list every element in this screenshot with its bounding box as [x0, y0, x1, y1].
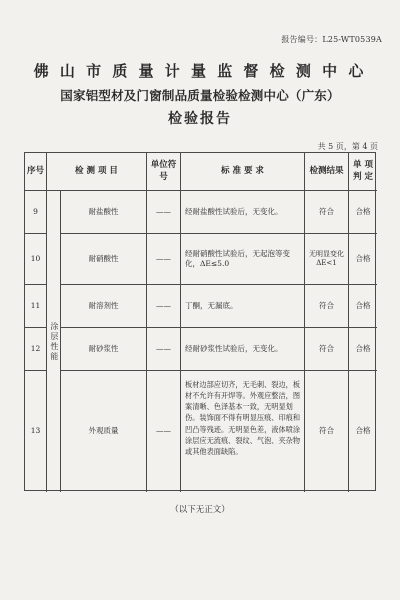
row-unit: ——	[147, 191, 181, 234]
report-number: 报告编号：L25-WT0539A	[281, 35, 382, 44]
row-judgment: 合格	[349, 191, 377, 234]
header-item: 检 测 项 目	[47, 153, 147, 191]
row-seq: 9	[25, 191, 47, 234]
report-title: 检验报告	[168, 111, 232, 127]
page-indicator: 共 5 页，第 4 页	[317, 142, 378, 151]
row-result: 符合	[305, 285, 349, 328]
row-result: 符合	[305, 328, 349, 371]
row-item: 外观质量	[61, 371, 147, 492]
row-item: 耐溶剂性	[61, 285, 147, 328]
row-requirement: 经耐盐酸性试验后，无变化。	[181, 191, 305, 234]
row-judgment: 合格	[355, 426, 371, 436]
organization-subtitle: 国家铝型材及门窗制品质量检验检测中心（广东）	[60, 88, 340, 103]
row-seq: 10	[25, 234, 47, 285]
row-item: 耐砂浆性	[61, 328, 147, 371]
row-unit: ——	[147, 234, 181, 285]
row-unit: ——	[147, 371, 181, 492]
header-judgment: 单 项判 定	[349, 153, 377, 191]
row-unit: ——	[147, 328, 181, 371]
inspection-table	[24, 152, 376, 491]
row-requirement: 经耐砂浆性试验后，无变化。	[181, 328, 305, 371]
row-judgment: 合格	[349, 328, 377, 371]
header-seq: 序号	[25, 153, 47, 191]
row-seq: 13	[25, 371, 47, 492]
row-judgment: 合格	[349, 234, 377, 285]
organization-name: 佛 山 市 质 量 计 量 监 督 检 测 中 心	[33, 62, 367, 80]
row-requirement: 板材边部应切齐，无毛刺、裂边，板材不允许有开焊等。外观应整洁，图案清晰、色泽基本一致，无明显划伤。装饰面不得有明显压痕、印痕和凹凸等残迹。无明显色差，液体喷涂涂层应无流痕、裂纹、气泡、夹杂物或其他表面缺陷。	[181, 371, 305, 492]
row-item: 耐盐酸性	[61, 191, 147, 234]
category-label: 涂层性能	[49, 321, 59, 362]
row-result: 无明显变化 ΔE<1	[305, 234, 349, 285]
row-judgment: 合格	[349, 285, 377, 328]
row-seq: 12	[25, 328, 47, 371]
category-cell	[47, 191, 61, 492]
row-requirement: 经耐硝酸性试验后，无起泡等变化，ΔE≤5.0	[181, 234, 305, 285]
header-standard: 标 准 要 求	[181, 153, 305, 191]
row-unit: ——	[147, 285, 181, 328]
row-result: 符合	[305, 191, 349, 234]
header-unit: 单位符号	[147, 153, 181, 191]
end-of-content-note: （以下无正文）	[170, 505, 230, 515]
row-seq: 11	[25, 285, 47, 328]
row-result: 符合	[305, 371, 349, 492]
row-item: 耐硝酸性	[61, 234, 147, 285]
header-result: 检测结果	[305, 153, 349, 191]
row-requirement: 丁酮，无漏底。	[181, 285, 305, 328]
